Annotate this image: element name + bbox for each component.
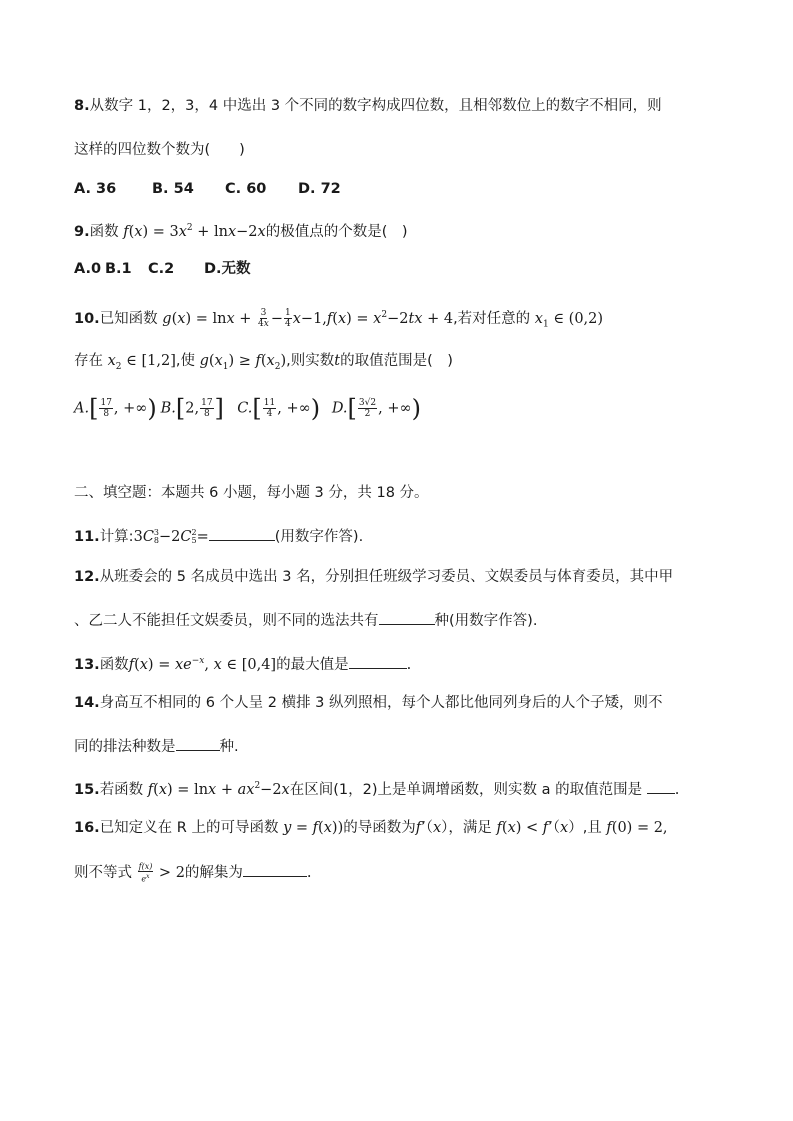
q10-option-d: D.[ $\frac{3√2}{2}$ , +∞) bbox=[331, 394, 421, 423]
q9-option-a: A.0 bbox=[74, 261, 102, 277]
q9-formula: f bbox=[123, 223, 129, 240]
q15-answer-blank[interactable] bbox=[647, 778, 675, 794]
q13-tail: 的最大值是 bbox=[276, 656, 349, 673]
q8-line2 bbox=[74, 140, 245, 160]
q11-number: 11. bbox=[74, 529, 100, 545]
q10-text2a: 存在 bbox=[74, 353, 103, 369]
q13-answer-blank[interactable] bbox=[349, 653, 407, 669]
q13-line: 13.函数$f(x) = xe^{-x}$, x ∈ [0,4]的最大值是 . bbox=[74, 651, 411, 675]
q15-number: 15. bbox=[74, 781, 100, 798]
q12-line2 bbox=[74, 609, 537, 631]
q16-text2b: 的解集为 bbox=[184, 865, 243, 881]
q9-number: 9. bbox=[74, 223, 90, 240]
q9-option-b: B.1 bbox=[105, 261, 132, 277]
q14-number: 14. bbox=[74, 695, 100, 711]
q9-options bbox=[74, 259, 251, 279]
q11-line: 11.计算:3C 3 8 −2C 2 5 = (用数字作答). bbox=[74, 525, 363, 547]
q12-text2b: 种(用数字作答). bbox=[434, 613, 538, 629]
q10-number: 10. bbox=[74, 310, 100, 327]
q14-text2b: 种. bbox=[219, 739, 239, 755]
q10-option-a: A.[ $\frac{17}{8}$ , +∞) bbox=[74, 394, 157, 423]
q9-line: 9.函数 $f(x) = 3x^2 + \ln x-2x$的极值点的个数是( ) bbox=[74, 223, 408, 240]
q10-line1: 10.已知函数 g(x) = lnx + $\frac{3}{4x}$ − $\frac{1}{4}$ $x-1,f(x) = x^2-2tx + 4$,若对任意的 $x_1$ ∈ (0,2) bbox=[74, 308, 604, 330]
q9-tail: 的极值点的个数是( ) bbox=[265, 223, 408, 240]
q14-answer-blank[interactable] bbox=[176, 735, 220, 751]
q16-mid1: 的导函数为 bbox=[343, 820, 416, 836]
q14-line1 bbox=[74, 693, 663, 713]
q10-option-b: B.[2, $\frac{17}{8}$ ] bbox=[160, 394, 224, 423]
q10-text2b: ,使 bbox=[175, 353, 195, 369]
q8-option-b: B. 54 bbox=[152, 181, 194, 197]
q16-mid3: ,且 bbox=[582, 820, 602, 836]
q13-lead: 函数 bbox=[99, 656, 129, 673]
q9-option-d: D.无数 bbox=[204, 261, 251, 277]
q8-number: 8. bbox=[74, 98, 90, 114]
q11-lead: 计算: bbox=[99, 529, 134, 545]
q16-line1: 16.已知定义在 R 上的可导函数 y = f(x))的导函数为f’（x），满足 f(x) < f’（x）,且 f(0) = 2, bbox=[74, 820, 668, 836]
q16-text2a: 则不等式 bbox=[74, 865, 132, 881]
q13-number: 13. bbox=[74, 656, 100, 673]
q10-text2c: ,则实数 bbox=[286, 353, 335, 369]
q16-answer-blank[interactable] bbox=[243, 861, 307, 877]
q11-tail: (用数字作答). bbox=[274, 529, 364, 545]
q9-option-c: C.2 bbox=[148, 261, 175, 277]
q8-option-d: D. 72 bbox=[298, 181, 341, 197]
q14-text2a: 同的排法种数是 bbox=[74, 739, 176, 755]
q12-text2a: 、乙二人不能担任文娱委员，则不同的选法共有 bbox=[74, 613, 379, 629]
q15-mid: 在区间(1，2)上是单调增函数，则实数 a 的取值范围是 bbox=[289, 781, 643, 798]
q12-text1: 从班委会的 5 名成员中选出 3 名，分别担任班级学习委员、文娱委员与体育委员，其中甲 bbox=[99, 569, 674, 585]
q8-text2: 这样的四位数个数为( ) bbox=[74, 142, 245, 158]
q12-line1 bbox=[74, 567, 673, 587]
q10-text2d: 的取值范围是( ) bbox=[340, 353, 453, 369]
q16-line2: 则不等式 $\frac{f(x)}{e^x}$ > 2的解集为 . bbox=[74, 862, 312, 884]
q15-line: 15.若函数 $f(x) = \ln x + ax^2-2x$在区间(1，2)上是单调增函数，则实数 a 的取值范围是 . bbox=[74, 776, 679, 800]
q16-number: 16. bbox=[74, 820, 100, 836]
q10-options bbox=[74, 394, 421, 423]
q10-line2: 存在 $x_2$ ∈ [1,2],使 $g(x_1) \ge f(x_2)$,则实数t的取值范围是( ) bbox=[74, 353, 453, 372]
q16-mid2: ，满足 bbox=[448, 820, 492, 836]
q10-option-c: C.[ $\frac{11}{4}$ , +∞) bbox=[237, 394, 321, 423]
q9-lead: 函数 bbox=[89, 223, 119, 240]
q8-option-c: C. 60 bbox=[225, 181, 267, 197]
q10-lead: 已知函数 bbox=[99, 310, 158, 327]
q8-line1 bbox=[74, 96, 662, 116]
q8-option-a: A. 36 bbox=[74, 181, 117, 197]
q15-lead: 若函数 bbox=[99, 781, 144, 798]
q8-options bbox=[74, 179, 341, 199]
q11-answer-blank[interactable] bbox=[209, 525, 275, 541]
q14-text1: 身高互不相同的 6 个人呈 2 横排 3 纵列照相，每个人都比他同列身后的人个子矮，则不 bbox=[99, 695, 663, 711]
section2-title: 二、填空题：本题共 6 小题，每小题 3 分，共 18 分。 bbox=[74, 485, 429, 501]
q10-mid: ,若对任意的 bbox=[453, 310, 531, 327]
q16-lead: 已知定义在 R 上的可导函数 bbox=[99, 820, 279, 836]
q12-answer-blank[interactable] bbox=[379, 609, 435, 625]
q8-text1: 从数字 1，2，3，4 中选出 3 个不同的数字构成四位数，且相邻数位上的数字不相同，则 bbox=[89, 98, 662, 114]
q14-line2 bbox=[74, 735, 239, 757]
q12-number: 12. bbox=[74, 569, 100, 585]
